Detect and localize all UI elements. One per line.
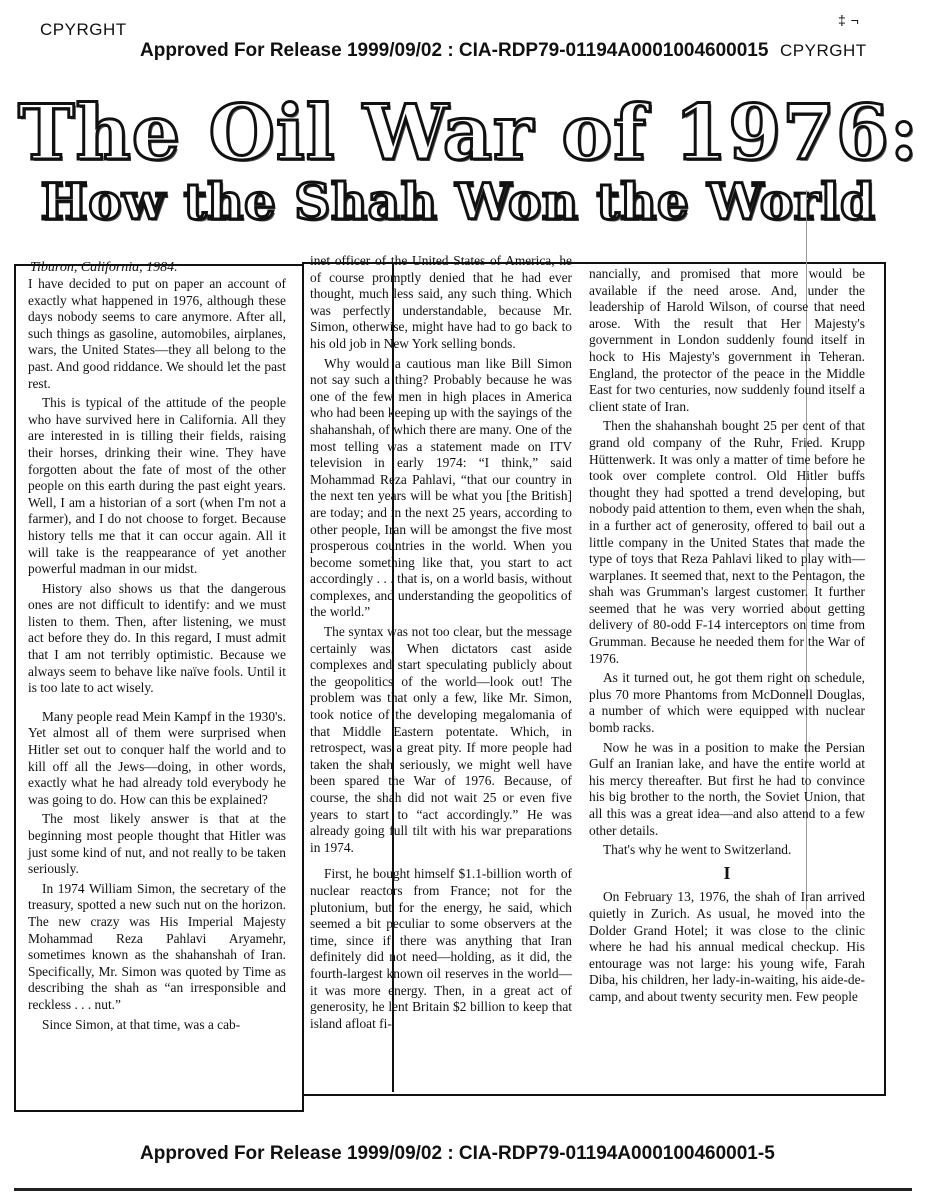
paragraph: Why would a cautious man like Bill Simon not say such a thing? Probably because he was one of the few men in high places in America who had been keeping up with the sayings of the shahanshah, of which there are many. One of the most telling was a statement made on ITV television in early 1974: “I think,” said Mohammad Reza Pahlavi, “that our country in the next ten years will be what you [the British] are today; and in the next 25 years, according to other people, Iran will be amongst the five most prosperous countries in the world. When you become something like that, you start to act accordingly . . . that is, on a world basis, without complexes, and understanding the geopolitics of the world.” (310, 355, 572, 620)
paragraph: In 1974 William Simon, the secretary of the treasury, spotted a new such nut on the horizon. The new crazy was His Imperial Majesty Mohammad Reza Pahlavi Aryamehr, sometimes known as the shahanshah of Iran. Specifically, Mr. Simon was quoted by Time as describing the shah as “an irresponsible and reckless . . . nut.” (28, 880, 286, 1012)
paragraph: nancially, and promised that more would be available if the need arose. And, under the leadership of Harold Wilson, of course that need arose. With the result that Her Majesty's government in London suddenly found itself in hock to His Majesty's government in Teheran. England, the protector of the peace in the Middle East for two centuries, now suddenly found itself a client state of Iran. (589, 266, 865, 414)
copyright-stamp-right: CPYRGHT (780, 41, 867, 60)
article-column-3 (589, 266, 865, 1009)
paragraph: History also shows us that the dangerous ones are not difficult to identify: and we must listen to them. Then, after listening, we must act before they do. In this regard, I must admit that I am not terribly optimistic. Because we always seem to behave like naïve fools. Until it is too late to act wisely. (28, 580, 286, 696)
dateline: Tiburon, California, 1984. (30, 260, 178, 275)
release-stamp-bottom: Approved For Release 1999/09/02 : CIA-RDP79-01194A000100460001-5 (140, 1143, 775, 1164)
paragraph: inet officer of the United States of America, he of course promptly denied that he had ever thought, much less said, any such thing. Which was perfectly understandable, because Mr. Simon, otherwise, might have had to go back to his old job in New York selling bonds. (310, 253, 572, 351)
section-mark: I (723, 862, 731, 883)
paragraph: Now he was in a position to make the Persian Gulf an Iranian lake, and have the entire world at his mercy thereafter. But first he had to convince his big brother to the north, the Soviet Union, that all this was a great idea—and also attend to a few other details. (589, 739, 865, 838)
paragraph: As it turned out, he got them right on schedule, plus 70 more Phantoms from McDonnell Douglas, a number of which were equipped with nuclear bomb racks. (589, 670, 865, 736)
paragraph: Then the shahanshah bought 25 per cent of that grand old company of the Ruhr, Fried. Krupp Hüttenwerk. It was only a matter of time before he took over complete control. Old Hitler buffs thought they had spotted a trend developing, but nobody paid attention to them, even when the shah, in a further act of generosity, offered to bail out a little company in the United States that made the type of toys that Reza Pahlavi liked to play with—warplanes. It seemed that, next to the Pentagon, the shah was Grumman's largest customer. It further seemed that he was very worried about getting delivery of 80-odd F-14 interceptors on time from Grumman. Because he needed them for the War of 1976. (589, 418, 865, 666)
copyright-stamp-left: CPYRGHT (40, 20, 127, 39)
release-stamp-top: Approved For Release 1999/09/02 : CIA-RDP79-01194A0001004600015 (140, 40, 769, 61)
bottom-rule (14, 1188, 912, 1191)
paragraph: First, he bought himself $1.1-billion worth of nuclear reactors from France; not for the plutonium, but for the energy, he said, which seemed a bit peculiar to some observers at the time, since if there was anything that Iran definitely did not need—holding, as it did, the fourth-largest known oil reserves in the world—it was more energy. Then, in a great act of generosity, he lent Britain $2 billion to keep that island afloat fi- (310, 866, 572, 1031)
paragraph: I have decided to put on paper an account of exactly what happened in 1976, although these days nobody seems to care anymore. After all, such things as gasoline, automobiles, airplanes, wars, the United States—they all belong to the past. And good riddance. We should let the past rest. (28, 276, 286, 391)
paragraph: That's why he went to Switzerland. (603, 842, 792, 858)
article-column-1 (28, 276, 286, 1036)
article-column-2 (310, 253, 572, 1035)
paragraph: Many people read Mein Kampf in the 1930's. Yet almost all of them were surprised when Hitler set out to conquer half the world and to kill off all the Jews—doing, in other words, exactly what he had already told everybody he was going to do. How can this be explained? (28, 708, 286, 807)
corner-mark: ‡ ¬ (838, 12, 860, 28)
article-title: The Oil War of 1976: (18, 88, 919, 177)
paragraph: The most likely answer is that at the beginning most people thought that Hitler was just some kind of nut, and not really to be taken seriously. (28, 811, 286, 877)
article-subtitle: How the Shah Won the World (40, 172, 876, 231)
paragraph: On February 13, 1976, the shah of Iran arrived quietly in Zurich. As usual, he moved into the Dolder Grand Hotel; it was close to the clinic where he had his annual medical checkup. His entourage was not large: his young wife, Farah Diba, his children, her lady-in-waiting, his aide-de-camp, and about twenty security men. Few people (589, 889, 865, 1004)
paragraph: Since Simon, at that time, was a cab- (42, 1016, 241, 1032)
paragraph: This is typical of the attitude of the people who have survived here in California. All they are interested in is tilling their fields, raising their horses, drinking their wine. They have forgotten about the fate of most of the other people on this earth during the past eight years. Well, I am a historian of a sort (when I'm not a farmer), and I do not choose to forget. Because history tells me that it can occur again. All it will take is the reappearance of yet another powerful madman in our midst. (28, 395, 286, 577)
paragraph: The syntax was not too clear, but the message certainly was. When dictators cast aside complexes and start speculating publicly about the geopolitics of the world—look out! The problem was that only a few, like Mr. Simon, took notice of the developing megalomania of that Middle Eastern potentate. Which, in retrospect, was a great pity. If more people had taken the shah seriously, we might well have been spared the War of 1976. Because, of course, the shah did not wait 25 or even five years to start to “act accordingly.” He was already going full tilt with his war preparations in 1974. (310, 624, 572, 855)
